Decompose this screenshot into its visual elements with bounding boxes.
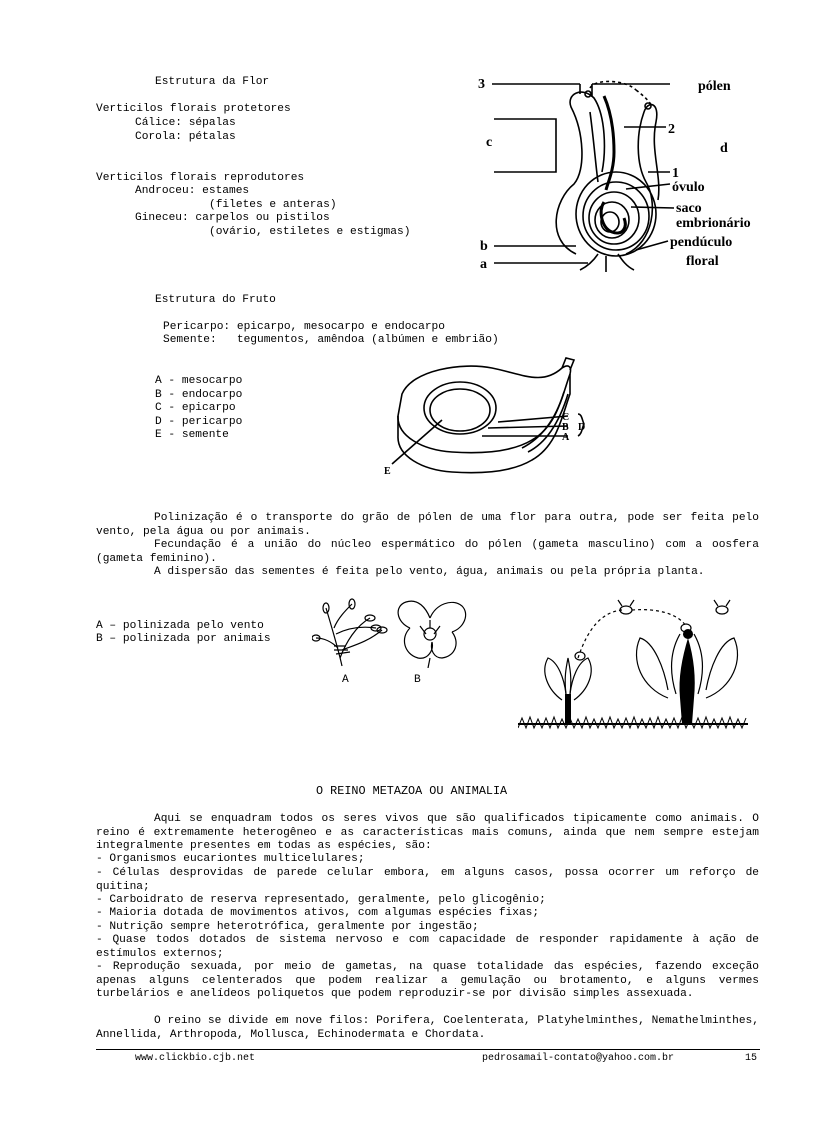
pericarpo-line: Pericarpo: epicarpo, mesocarpo e endocarpo <box>163 321 445 333</box>
protective-heading: Verticilos florais protetores <box>96 103 291 115</box>
metazoa-item: - Nutrição sempre heterotrófica, geralmente por ingestão; <box>96 921 479 933</box>
animal-pollinated-flower-image <box>390 598 470 668</box>
metazoa-item: - Maioria dotada de movimentos ativos, com algumas espécies fixas; <box>96 907 540 919</box>
image-label-a: A <box>342 674 349 686</box>
flower-label-a: a <box>480 257 487 272</box>
flower-label-3: 3 <box>478 77 485 92</box>
flower-label-embrionario: embrionário <box>676 216 751 231</box>
flower-label-2: 2 <box>668 122 675 137</box>
fruit-legend-e: E - semente <box>155 429 229 441</box>
metazoa-item: - Reprodução sexuada, por meio de gametas, na quase totalidade das espécies, fazendo exceção apenas alguns celenterados que podem realizar a gemulação ou brotamento, e alguns vermes turbelários e anelídeos poliquetos que podem reproduzir-se por divisão simples assexuada. <box>96 961 759 1000</box>
flower-label-floral: floral <box>686 254 719 269</box>
image-label-b: B <box>414 674 421 686</box>
metazoa-item: - Células desprovidas de parede celular embora, em alguns casos, possa ocorrer um reforço de quitina; <box>96 867 759 893</box>
flower-label-d: d <box>720 141 728 156</box>
fruit-legend-b: B - endocarpo <box>155 389 243 401</box>
gineceu-detail: (ovário, estiletes e estigmas) <box>209 226 411 238</box>
fruit-label-c: C <box>562 412 570 423</box>
fruit-label-d: D <box>578 422 586 433</box>
flower-label-polen: pólen <box>698 79 731 94</box>
androceu-line: Androceu: estames <box>135 185 250 197</box>
flower-label-b: b <box>480 239 488 254</box>
footer-divider <box>96 1049 760 1050</box>
flower-label-c: c <box>486 135 493 150</box>
wind-pollinated-flower-image <box>312 598 392 668</box>
fruit-structure-diagram <box>372 356 592 486</box>
page-number: 15 <box>745 1053 758 1064</box>
flower-label-penduculo: pendúculo <box>670 235 733 250</box>
pollination-legend-a: A – polinizada pelo vento <box>96 620 264 632</box>
fruit-legend-c: C - epicarpo <box>155 402 236 414</box>
metazoa-item: - Quase todos dotados de sistema nervoso e com capacidade de responder rapidamente à ação de estímulos externos; <box>96 934 759 960</box>
semente-line: Semente: tegumentos, amêndoa (albúmen e embrião) <box>163 334 499 346</box>
flower-structure-diagram <box>476 72 766 277</box>
pollination-legend-b: B – polinizada por animais <box>96 633 271 645</box>
fruit-legend-a: A - mesocarpo <box>155 375 243 387</box>
fecundation-paragraph: Fecundação é a união do núcleo espermático do pólen (gameta masculino) com a oosfera (gameta feminino). <box>96 539 759 565</box>
fruit-title: Estrutura do Fruto <box>155 294 276 306</box>
reproductive-heading: Verticilos florais reprodutores <box>96 172 305 184</box>
metazoa-title: O REINO METAZOA OU ANIMALIA <box>316 784 508 798</box>
calice-line: Cálice: sépalas <box>135 117 236 129</box>
pollination-paragraph: Polinização é o transporte do grão de pólen de uma flor para outra, pode ser feita pelo vento, pela água ou por animais. <box>96 512 759 538</box>
flower-label-1: 1 <box>672 166 679 181</box>
flower-label-saco: saco <box>676 201 702 216</box>
flower-title: Estrutura da Flor <box>155 76 270 88</box>
metazoa-intro: Aqui se enquadram todos os seres vivos que são qualificados tipicamente como animais. O reino é extremamente heterogêneo e as características mais comuns, ainda que nem sempre estejam integralmente presentes em todas as espécies, são: <box>96 813 759 852</box>
metazoa-closing: O reino se divide em nove filos: Porifera, Coelenterata, Platyhelminthes, Nemathelminthes, Annellida, Arthropoda, Mollusca, Echinodermata e Chordata. <box>96 1015 759 1041</box>
flower-label-ovulo: óvulo <box>672 180 705 195</box>
androceu-detail: (filetes e anteras) <box>209 199 337 211</box>
dispersion-paragraph: A dispersão das sementes é feita pelo vento, água, animais ou pela própria planta. <box>154 566 705 578</box>
bee-pollination-illustration <box>518 598 748 732</box>
footer-site[interactable]: www.clickbio.cjb.net <box>135 1053 256 1064</box>
fruit-label-a: A <box>562 432 570 443</box>
corola-line: Corola: pétalas <box>135 131 236 143</box>
footer-email[interactable]: pedrosamail-contato@yahoo.com.br <box>482 1053 675 1064</box>
metazoa-item: - Carboidrato de reserva representado, geralmente, pelo glicogênio; <box>96 894 546 906</box>
fruit-legend-d: D - pericarpo <box>155 416 243 428</box>
metazoa-item: - Organismos eucariontes multicelulares; <box>96 853 365 865</box>
fruit-label-b: B <box>562 422 569 433</box>
gineceu-line: Gineceu: carpelos ou pistilos <box>135 212 330 224</box>
fruit-label-e: E <box>384 466 391 477</box>
